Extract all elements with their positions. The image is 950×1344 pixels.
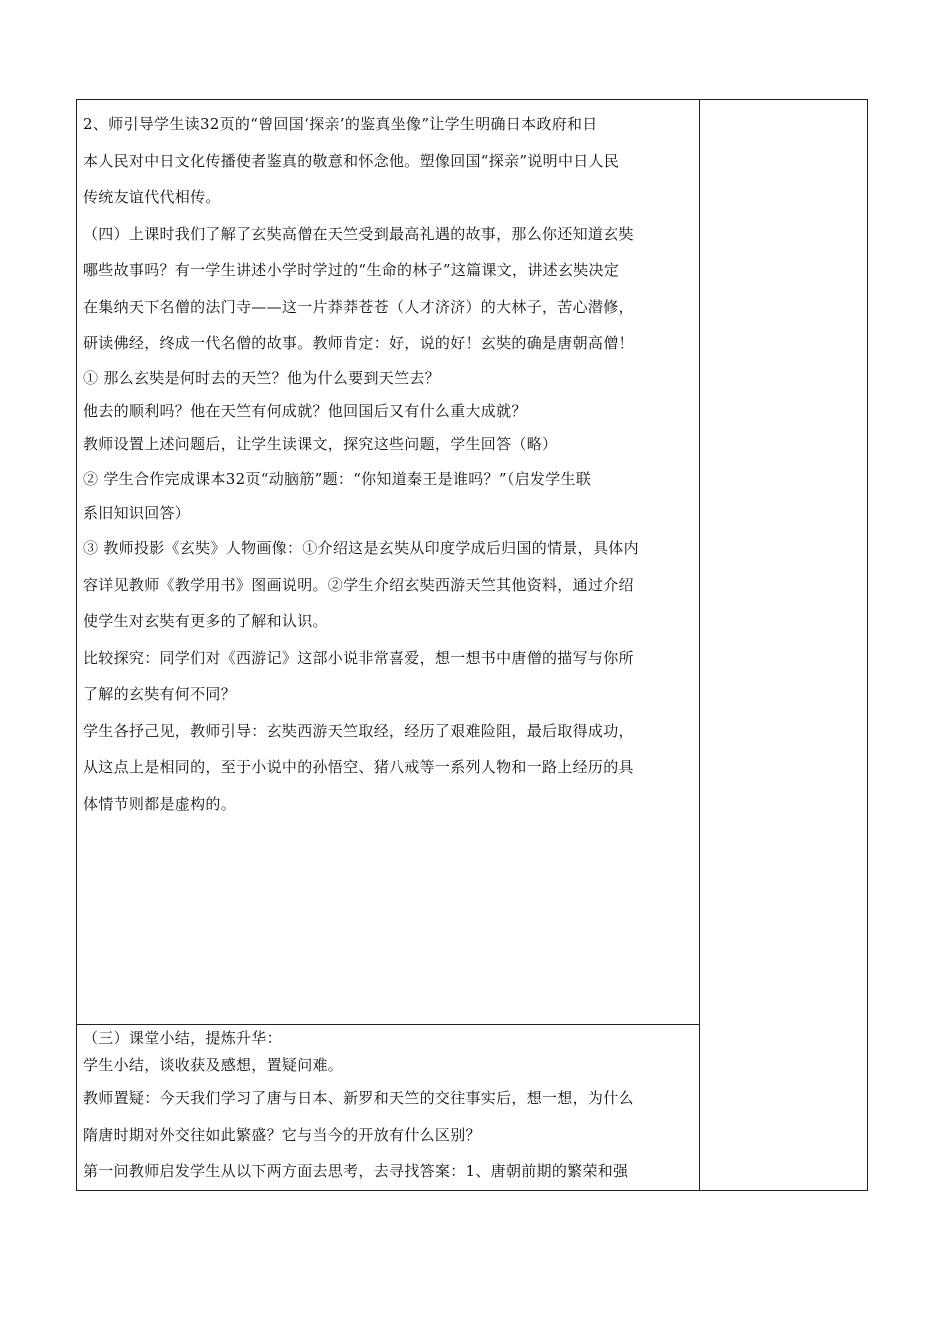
text-line: 了解的玄奘有何不同？ xyxy=(83,685,237,703)
text-line: （三）课堂小结，提炼升华： xyxy=(83,1029,282,1047)
text-line: 系旧知识回答） xyxy=(83,504,191,522)
row-divider xyxy=(77,1024,699,1025)
lesson-table xyxy=(76,99,868,1191)
text-line: 教师置疑：今天我们学习了唐与日本、新罗和天竺的交往事实后，想一想，为什么 xyxy=(83,1089,634,1107)
column-divider xyxy=(699,100,700,1190)
text-line: 教师设置上述问题后，让学生读课文，探究这些问题，学生回答（略） xyxy=(83,434,558,453)
text-line: ③ 教师投影《玄奘》人物画像：①介绍这是玄奘从印度学成后归国的情景，具体内 xyxy=(83,539,639,557)
text-line: 容详见教师《教学用书》图画说明。②学生介绍玄奘西游天竺其他资料，通过介绍 xyxy=(83,575,634,594)
text-line: 第一问教师启发学生从以下两方面去思考，去寻找答案：1、唐朝前期的繁荣和强 xyxy=(83,1162,629,1180)
text-line: 体情节则都是虚构的。 xyxy=(83,794,237,813)
lower-content-cell xyxy=(83,1026,689,1190)
text-line: 学生各抒己见，教师引导：玄奘西游天竺取经，经历了艰难险阻，最后取得成功， xyxy=(83,721,634,740)
text-line: 比较探究：同学们对《西游记》这部小说非常喜爱，想一想书中唐僧的描写与你所 xyxy=(83,648,634,667)
text-line: 使学生对玄奘有更多的了解和认识。 xyxy=(83,612,328,630)
text-line: 他去的顺利吗？他在天竺有何成就？他回国后又有什么重大成就？ xyxy=(83,401,527,420)
text-line: 在集纳天下名僧的法门寺——这一片莽莽苍苍（人才济济）的大林子，苦心潜修， xyxy=(83,297,634,316)
upper-content-cell xyxy=(83,106,689,822)
text-line: 本人民对中日文化传播使者鉴真的敬意和怀念他。塑像回国“探亲”说明中日人民 xyxy=(83,151,620,170)
text-line: 研读佛经，终成一代名僧的故事。教师肯定：好，说的好！玄奘的确是唐朝高僧！ xyxy=(83,334,634,352)
text-line: 隋唐时期对外交往如此繁盛？它与当今的开放有什么区别？ xyxy=(83,1125,481,1144)
text-line: 哪些故事吗？有一学生讲述小学时学过的“生命的林子”这篇课文，讲述玄奘决定 xyxy=(83,261,620,279)
text-line: 传统友谊代代相传。 xyxy=(83,188,221,206)
text-line: ① 那么玄奘是何时去的天竺？他为什么要到天竺去？ xyxy=(83,368,440,387)
text-line: 学生小结，谈收获及感想，置疑问难。 xyxy=(83,1056,344,1074)
text-line: （四）上课时我们了解了玄奘高僧在天竺受到最高礼遇的故事，那么你还知道玄奘 xyxy=(83,224,634,243)
text-line: 从这点上是相同的，至于小说中的孙悟空、猪八戒等一系列人物和一路上经历的具 xyxy=(83,758,634,776)
text-line: 2、师引导学生读32页的“曾回国‘探亲’的鉴真坐像”让学生明确日本政府和日 xyxy=(83,115,598,133)
text-line: ② 学生合作完成课本32页“动脑筋”题：“你知道秦王是谁吗？”（启发学生联 xyxy=(83,469,592,488)
